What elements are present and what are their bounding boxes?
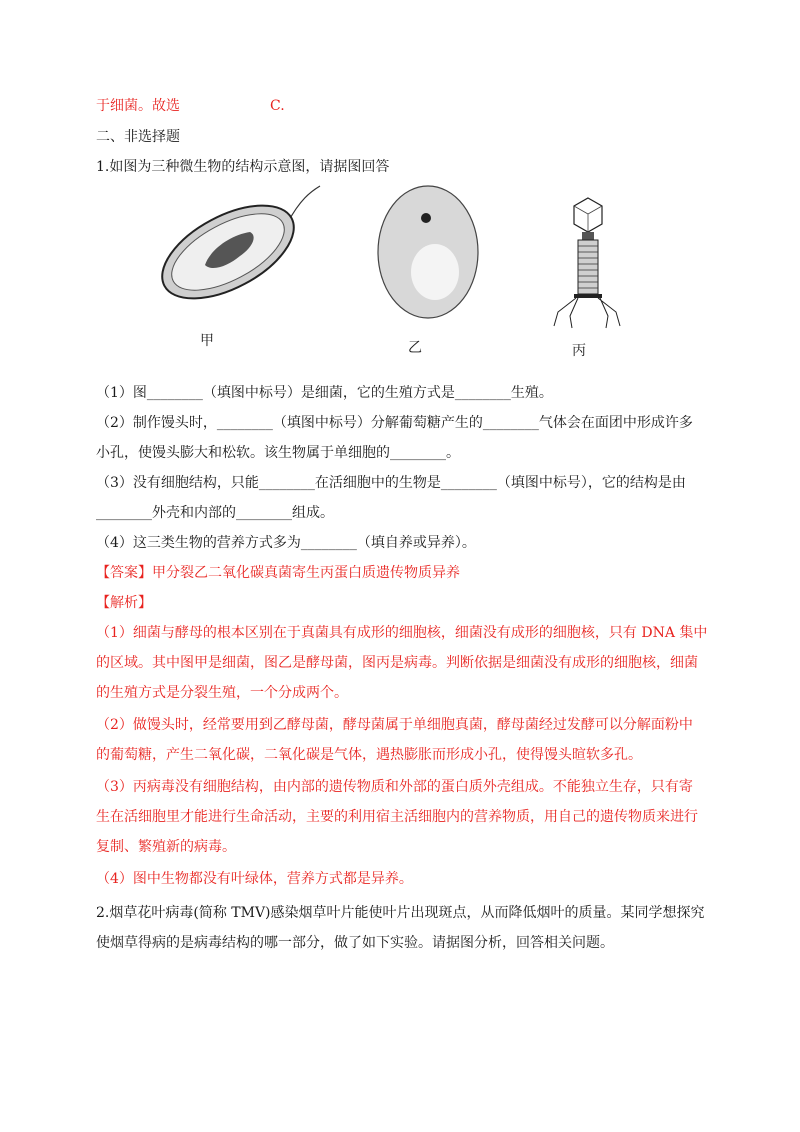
question-2-stem-a: 2.烟草花叶病毒(简称 TMV)感染烟草叶片能使叶片出现斑点，从而降低烟叶的质量。某同学想探究 — [96, 905, 705, 921]
microbe-figure — [150, 180, 670, 360]
question-1-part-4: （4）这三类生物的营养方式多为________（填自养或异养）。 — [96, 535, 476, 551]
answer-tail-line — [96, 96, 285, 116]
section-heading: 二、非选择题 — [96, 129, 180, 145]
yeast-drawing — [378, 186, 478, 318]
analysis-2a: （2）做馒头时，经常要用到乙酵母菌，酵母菌属于单细胞真菌，酵母菌经过发酵可以分解面粉中 — [96, 717, 693, 733]
analysis-2b: 的葡萄糖，产生二氧化碳，二氧化碳是气体，遇热膨胀而形成小孔，使得馒头暄软多孔。 — [96, 747, 642, 763]
analysis-3a: （3）丙病毒没有细胞结构，由内部的遗传物质和外部的蛋白质外壳组成。不能独立生存，只有寄 — [96, 779, 693, 795]
question-1-part-1: （1）图________（填图中标号）是细菌，它的生殖方式是________生殖。 — [96, 385, 553, 401]
analysis-1c: 的生殖方式是分裂生殖，一个分成两个。 — [96, 685, 348, 701]
answer-line: 【答案】甲分裂乙二氧化碳真菌寄生丙蛋白质遗传物质异养 — [96, 565, 460, 581]
question-1-part-3a: （3）没有细胞结构，只能________在活细胞中的生物是________（填图中标号），它的结构是由 — [96, 475, 686, 491]
analysis-4: （4）图中生物都没有叶绿体，营养方式都是异养。 — [96, 871, 413, 887]
question-2-stem-b: 使烟草得病的是病毒结构的哪一部分，做了如下实验。请据图分析，回答相关问题。 — [96, 935, 614, 951]
analysis-1a: （1）细菌与酵母的根本区别在于真菌具有成形的细胞核，细菌没有成形的细胞核，只有 DNA 集中 — [96, 625, 708, 641]
question-1-part-2a: （2）制作馒头时，________（填图中标号）分解葡萄糖产生的________气体会在面团中形成许多 — [96, 415, 693, 431]
answer-tail-text: 于细菌。故选 — [96, 98, 180, 114]
question-1-stem: 1.如图为三种微生物的结构示意图，请据图回答 — [96, 159, 390, 175]
label-bing: 丙 — [572, 343, 586, 359]
bacterium-drawing — [150, 186, 320, 318]
analysis-heading: 【解析】 — [96, 595, 152, 611]
analysis-1b: 的区域。其中图甲是细菌，图乙是酵母菌，图丙是病毒。判断依据是细菌没有成形的细胞核，细菌 — [96, 655, 698, 671]
microbe-illustrations — [150, 180, 670, 360]
label-jia: 甲 — [200, 333, 214, 349]
analysis-3b: 生在活细胞里才能进行生命活动，主要的利用宿主活细胞内的营养物质，用自己的遗传物质来进行 — [96, 809, 698, 825]
question-1-part-3b: ________外壳和内部的________组成。 — [96, 505, 334, 521]
virus-drawing — [554, 198, 620, 328]
analysis-3c: 复制、繁殖新的病毒。 — [96, 839, 236, 855]
answer-choice: C. — [270, 98, 285, 114]
label-yi: 乙 — [408, 340, 422, 356]
question-1-part-2b: 小孔，使馒头膨大和松软。该生物属于单细胞的________。 — [96, 445, 460, 461]
